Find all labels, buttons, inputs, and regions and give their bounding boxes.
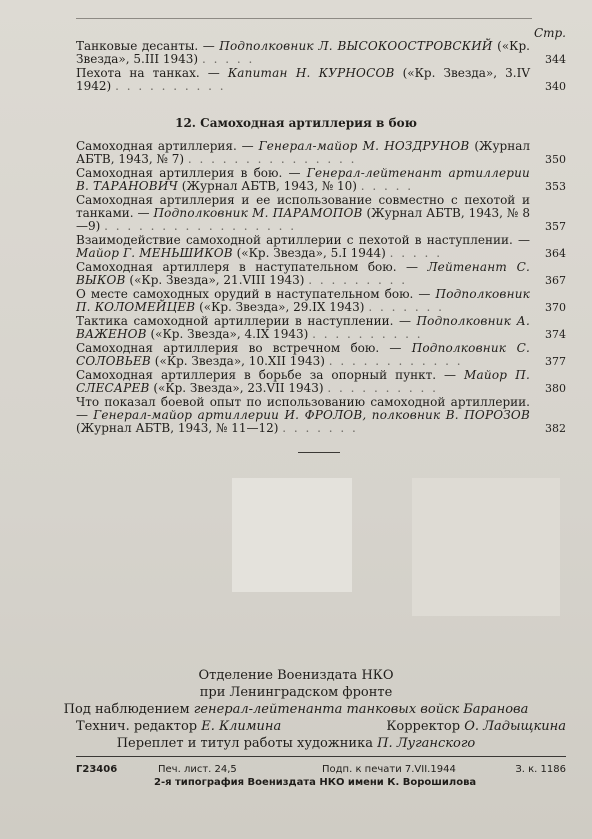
entry-author: Лейтенант С. ВЫКОВ [76,260,530,287]
entry-author: Генерал-майор артиллерии И. ФРОЛОВ, полковник В. ПОРОЗОВ [93,408,530,422]
footer-sheets: Печ. лист. 24,5 [158,764,237,775]
entry-page: 364 [545,247,566,260]
entry-page: 374 [545,328,566,341]
toc-entry: Тактика самоходной артиллерии в наступлении. — Подполковник А. ВАЖЕНОВ («Кр. Звезда», 4.IX 1943) . . . . . . . . . . 374 [76,314,566,341]
entry-title: Тактика самоходной артиллерии в наступлении. — [76,314,411,328]
toc-entry: Пехота на танках. — Капитан Н. КУРНОСОВ («Кр. Звезда», 3.IV 1942) . . . . . . . . . . 340 [76,66,566,93]
imprint-cover-artist [0,736,592,751]
page-column-header: Стр. [533,26,566,40]
entry-title: Что показал боевой опыт по использованию самоходной артиллерии. — [76,395,530,422]
entry-title: Самоходная артиллеря в наступательном бою. — [76,260,418,274]
toc-entry: Взаимодействие самоходной артиллерии с пехотой в наступлении. — Майор Г. МЕНЬШИКОВ («Кр. Звезда», 5.I 1944) . . . . . 364 [76,233,566,260]
entry-source: («Кр. Звезда», 4.IX 1943) [150,327,309,341]
blank-photo-area [412,478,560,616]
entry-title: Самоходная артиллерия в борьбе за опорный пункт. — [76,368,457,382]
entry-author: Подполковник А. ВАЖЕНОВ [76,314,530,341]
entry-page: 340 [545,80,566,93]
imprint-publisher: Отделение Воениздата НКО [198,668,394,683]
footer-printer: 2-я типография Воениздата НКО имени К. Ворошилова [154,777,477,788]
entry-source: (Журнал АБТВ, 1943, № 11—12) [76,421,279,435]
entry-title: Самоходная артиллерия и ее использование совместно с пехотой и танками. — [76,193,530,220]
entry-source: («Кр. Звезда», 21.VIII 1943) [129,273,305,287]
editor-label: Технич. редактор [76,719,198,734]
section-end-divider [298,452,340,453]
toc-entry: Самоходная артиллерия и ее использование совместно с пехотой и танками. — Подполковник М. ПАРАМОПОВ (Журнал АБТВ, 1943, № 8—9) . . . . . . . . . . . . . . . . . 357 [76,193,566,233]
entry-page: 370 [545,301,566,314]
toc-section-2 [76,140,566,436]
corrector-name: О. Ладыщкина [464,719,566,734]
toc-entry: Самоходная артиллерия в борьбе за опорный пункт. — Майор П. СЛЕСАРЕВ («Кр. Звезда», 23.VII 1943) . . . . . . . . . . 380 [76,368,566,395]
entry-source: («Кр. Звезда», 10.XII 1943) [154,354,325,368]
entry-title: Взаимодействие самоходной артиллерии с пехотой в наступлении. — [76,233,530,247]
cover-prefix: Переплет и титул работы художника [116,736,373,751]
toc-entry: Самоходная артиллерия в бою. — Генерал-лейтенант артиллерии В. ТАРАНОВИЧ (Журнал АБТВ, 1943, № 10) . . . . . 353 [76,166,566,193]
entry-source: («Кр. Звезда», 23.VII 1943) [153,381,324,395]
entry-author: Капитан Н. КУРНОСОВ [227,66,395,80]
entry-source: («Кр. Звезда», 5.I 1944) [236,246,386,260]
entry-source: («Кр. Звезда», 5.III 1943) [76,39,530,66]
supervision-prefix: Под наблюдением [63,702,190,717]
corrector-label: Корректор [386,719,461,734]
entry-page: 344 [545,53,566,66]
footer-signed: Подп. к печати 7.VII.1944 [322,764,456,775]
entry-page: 382 [545,422,566,435]
imprint-front: при Ленинградском фронте [199,685,393,700]
entry-author: Подполковник С. СОЛОВЬЕВ [76,341,530,368]
entry-author: Подполковник Л. ВЫСОКООСТРОВСКИЙ [219,39,493,53]
entry-title: О месте самоходных орудий в наступательном бою. — [76,287,431,301]
imprint-staff-row [76,719,566,734]
supervision-name: генерал-лейтенанта танковых войск Баранова [193,702,529,717]
footer-code: Г23406 [76,764,118,775]
entry-page: 380 [545,382,566,395]
entry-page: 357 [545,220,566,233]
toc-entry: Что показал боевой опыт по использованию самоходной артиллерии. — Генерал-майор артиллерии И. ФРОЛОВ, полковник В. ПОРОЗОВ (Журнал АБТВ, 1943, № 11—12) . . . . . . . 382 [76,395,566,435]
entry-author: Генерал-лейтенант артиллерии В. ТАРАНОВИЧ [76,166,530,193]
editor-name: Е. Климина [201,719,282,734]
entry-source: (Журнал АБТВ, 1943, № 10) [181,179,357,193]
toc-entry: Самоходная артиллерия. — Генерал-майор М. НОЗДРУНОВ (Журнал АБТВ, 1943, № 7) . . . . . . . . . . . . . . . 350 [76,139,566,166]
entry-title: Самоходная артиллерия во встречном бою. — [76,341,402,355]
entry-author: Подполковник П. КОЛОМЕЙЦЕВ [76,287,530,314]
entry-source: (Журнал АБТВ, 1943, № 8—9) [76,206,530,233]
top-divider [76,18,532,19]
blank-photo-area [232,478,352,592]
toc-entry: Самоходная артиллеря в наступательном бою. — Лейтенант С. ВЫКОВ («Кр. Звезда», 21.VIII 1943) . . . . . . . . . 367 [76,260,566,287]
toc-entry: Самоходная артиллерия во встречном бою. — Подполковник С. СОЛОВЬЕВ («Кр. Звезда», 10.XII 1943) . . . . . . . . . . . . 377 [76,341,566,368]
entry-source: (Журнал АБТВ, 1943, № 7) [76,139,531,166]
entry-page: 353 [545,180,566,193]
corrector-block [386,719,566,734]
entry-page: 367 [545,274,566,287]
footer-order: З. к. 1186 [515,764,566,775]
entry-title: Самоходная артиллерия. — [76,139,254,153]
imprint-supervision [0,702,592,717]
entry-page: 377 [545,355,566,368]
section-title: 12. Самоходная артиллерия в бою [175,116,417,130]
toc-entry: Танковые десанты. — Подполковник Л. ВЫСОКООСТРОВСКИЙ («Кр. Звезда», 5.III 1943) . . . . . 344 [76,39,566,66]
entry-author: Майор Г. МЕНЬШИКОВ [76,246,233,260]
entry-title: Самоходная артиллерия в бою. — [76,166,301,180]
entry-title: Пехота на танках. — [76,66,220,80]
toc-section-1 [76,40,566,94]
entry-source: («Кр. Звезда», 3.IV 1942) [76,66,530,93]
toc-entry: О месте самоходных орудий в наступательном бою. — Подполковник П. КОЛОМЕЙЦЕВ («Кр. Звезда», 29.IX 1943) . . . . . . . 370 [76,287,566,314]
entry-author: Подполковник М. ПАРАМОПОВ [153,206,363,220]
cover-artist-name: П. Луганского [377,736,476,751]
entry-page: 350 [545,153,566,166]
footer-divider [76,756,566,757]
entry-source: («Кр. Звезда», 29.IX 1943) [199,300,365,314]
entry-title: Танковые десанты. — [76,39,215,53]
entry-author: Майор П. СЛЕСАРЕВ [76,368,530,395]
entry-author: Генерал-майор М. НОЗДРУНОВ [258,139,470,153]
